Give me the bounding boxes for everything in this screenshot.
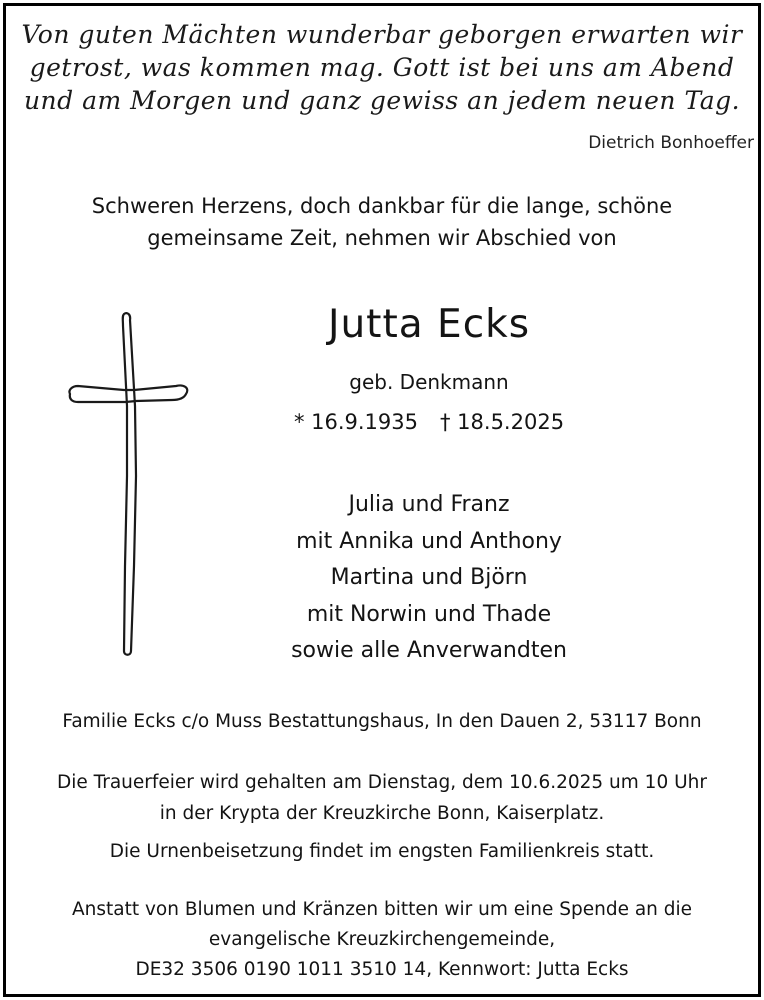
birth-name: geb. Denkmann <box>349 370 509 394</box>
donation-line: Anstatt von Blumen und Kränzen bitten wir um eine Spende an die <box>71 899 693 920</box>
birth-date: * 16.9.1935 <box>293 410 418 434</box>
contact-address: Familie Ecks c/o Muss Bestattungshaus, In den Dauen 2, 53117 Bonn <box>62 711 702 732</box>
ceremony-line: Die Trauerfeier wird gehalten am Dienstag, dem 10.6.2025 um 10 Uhr <box>57 772 707 793</box>
mourner-line: Martina und Björn <box>330 565 528 590</box>
death-date: † 18.5.2025 <box>440 410 565 434</box>
quote-line: Von guten Mächten wunderbar geborgen erwarten wir <box>21 20 743 49</box>
mourner-line: Julia und Franz <box>348 492 510 517</box>
quote-line: und am Morgen und ganz gewiss an jedem neuen Tag. <box>23 86 741 115</box>
mourner-line: mit Annika und Anthony <box>296 528 562 554</box>
obituary-notice <box>3 3 761 997</box>
mourner-line: mit Norwin und Thade <box>306 601 552 627</box>
mourners-list <box>219 487 639 670</box>
urn-burial-info: Die Urnenbeisetzung findet im engsten Familienkreis statt. <box>109 841 655 862</box>
bonhoeffer-quote <box>6 18 758 117</box>
funeral-service-info <box>6 767 758 829</box>
ceremony-line: in der Krypta der Kreuzkirche Bonn, Kaiserplatz. <box>159 803 605 824</box>
mourner-line: sowie alle Anverwandten <box>291 638 567 663</box>
intro-line: Schweren Herzens, doch dankbar für die lange, schöne <box>91 194 673 218</box>
quote-author: Dietrich Bonhoeffer <box>588 133 754 153</box>
donation-request <box>6 895 758 985</box>
life-dates <box>219 410 639 434</box>
intro-line: gemeinsame Zeit, nehmen wir Abschied von <box>147 226 617 250</box>
donation-line: DE32 3506 0190 1011 3510 14, Kennwort: Jutta Ecks <box>135 959 629 980</box>
cross-icon <box>64 306 204 666</box>
intro-text <box>6 190 758 254</box>
donation-line: evangelische Kreuzkirchengemeinde, <box>208 929 556 950</box>
quote-line: getrost, was kommen mag. Gott ist bei uns am Abend <box>29 53 735 82</box>
deceased-name: Jutta Ecks <box>327 302 531 347</box>
